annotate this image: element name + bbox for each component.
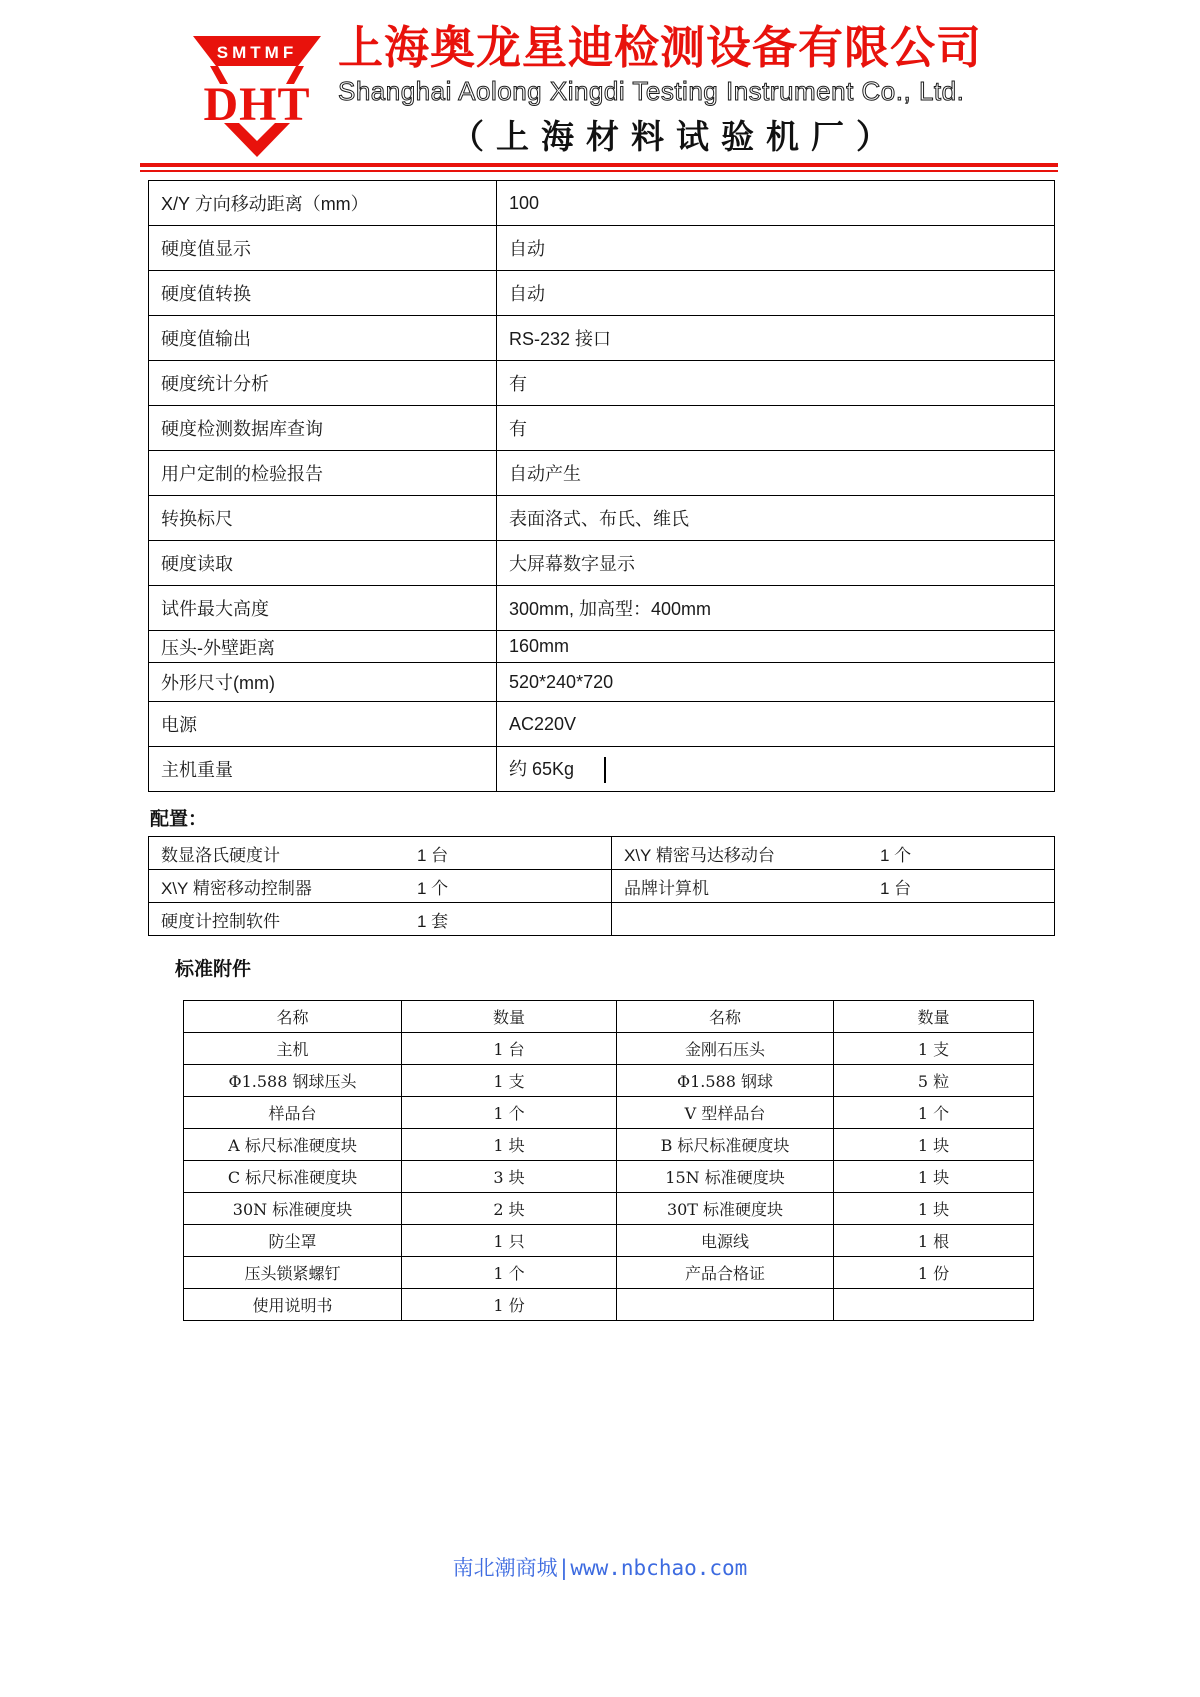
acc-name: 主机 (184, 1033, 402, 1065)
acc-qty: 1 个 (402, 1257, 617, 1289)
spec-label: 试件最大高度 (149, 586, 497, 631)
config-item-qty: 1 台 (880, 878, 912, 898)
config-cell (612, 870, 1055, 903)
spec-value: RS-232 接口 (497, 316, 1055, 361)
acc-name: 30N 标准硬度块 (184, 1193, 402, 1225)
acc-name: Φ1.588 钢球 (617, 1065, 834, 1097)
red-divider-rule (140, 163, 1058, 172)
config-item-name: X\Y 精密马达移动台 (624, 845, 775, 865)
spec-value: 自动 (497, 271, 1055, 316)
spec-value: 160mm (497, 631, 1055, 663)
spec-label: 硬度值显示 (149, 226, 497, 271)
table-row (149, 496, 1055, 541)
table-row (149, 226, 1055, 271)
table-row (184, 1065, 1034, 1097)
config-cell (149, 870, 612, 903)
spec-value: 100 (497, 181, 1055, 226)
spec-value: 表面洛式、布氏、维氏 (497, 496, 1055, 541)
acc-name: Φ1.588 钢球压头 (184, 1065, 402, 1097)
table-row (149, 747, 1055, 792)
acc-qty: 1 支 (402, 1065, 617, 1097)
table-row (149, 631, 1055, 663)
config-item-name: X\Y 精密移动控制器 (161, 878, 312, 898)
config-item-name: 品牌计算机 (624, 878, 709, 898)
acc-name: 电源线 (617, 1225, 834, 1257)
config-cell (612, 903, 1055, 936)
table-row (149, 586, 1055, 631)
factory-name-cn: （上海材料试验机厂） (451, 118, 901, 156)
table-row (184, 1289, 1034, 1321)
acc-name: 防尘罩 (184, 1225, 402, 1257)
acc-qty: 1 块 (834, 1161, 1034, 1193)
company-name-cn: 上海奥龙星迪检测设备有限公司 (338, 22, 983, 73)
spec-value (497, 747, 1055, 792)
spec-label: 硬度统计分析 (149, 361, 497, 406)
acc-qty: 1 份 (834, 1257, 1034, 1289)
accessories-section-title: 标准附件 (175, 959, 252, 980)
table-row (149, 316, 1055, 361)
company-logo (168, 22, 328, 158)
acc-qty: 5 粒 (834, 1065, 1034, 1097)
dht-logo-icon (168, 22, 328, 158)
acc-qty: 1 支 (834, 1033, 1034, 1065)
table-row (149, 541, 1055, 586)
acc-name: V 型样品台 (617, 1097, 834, 1129)
spec-value: 大屏幕数字显示 (497, 541, 1055, 586)
table-row (149, 663, 1055, 702)
config-item-qty: 1 套 (417, 911, 449, 931)
table-row (149, 837, 1055, 870)
acc-name: 15N 标准硬度块 (617, 1161, 834, 1193)
config-item-qty: 1 个 (417, 878, 449, 898)
spec-value: 自动 (497, 226, 1055, 271)
config-item-qty: 1 个 (880, 845, 912, 865)
table-row (184, 1225, 1034, 1257)
acc-qty: 3 块 (402, 1161, 617, 1193)
acc-name: B 标尺标准硬度块 (617, 1129, 834, 1161)
acc-name (617, 1289, 834, 1321)
acc-qty: 1 块 (402, 1129, 617, 1161)
spec-value: AC220V (497, 702, 1055, 747)
company-name-en: Shanghai Aolong Xingdi Testing Instrument Co., Ltd. (338, 76, 965, 107)
spec-table (148, 180, 1055, 792)
spec-value: 300mm, 加高型：400mm (497, 586, 1055, 631)
table-row (184, 1161, 1034, 1193)
config-item-name: 数显洛氏硬度计 (161, 845, 280, 865)
table-row (184, 1193, 1034, 1225)
spec-label: 用户定制的检验报告 (149, 451, 497, 496)
spec-label: 硬度读取 (149, 541, 497, 586)
column-header: 名称 (617, 1001, 834, 1033)
table-row (149, 406, 1055, 451)
acc-name: 样品台 (184, 1097, 402, 1129)
spec-label: 电源 (149, 702, 497, 747)
table-row (149, 870, 1055, 903)
column-header: 数量 (834, 1001, 1034, 1033)
spec-label: 转换标尺 (149, 496, 497, 541)
acc-qty: 2 块 (402, 1193, 617, 1225)
table-header-row (184, 1001, 1034, 1033)
table-row (149, 361, 1055, 406)
column-header: 数量 (402, 1001, 617, 1033)
table-row (149, 181, 1055, 226)
spec-value: 有 (497, 406, 1055, 451)
acc-qty: 1 根 (834, 1225, 1034, 1257)
table-row (184, 1097, 1034, 1129)
spec-label: X/Y 方向移动距离（mm） (149, 181, 497, 226)
spec-label: 压头-外壁距离 (149, 631, 497, 663)
acc-name: 压头锁紧螺钉 (184, 1257, 402, 1289)
logo-dht-text: DHT (203, 78, 311, 131)
table-row (149, 903, 1055, 936)
text-cursor-artifact (604, 757, 606, 783)
table-row (149, 451, 1055, 496)
acc-name: 使用说明书 (184, 1289, 402, 1321)
acc-qty: 1 个 (402, 1097, 617, 1129)
spec-value: 有 (497, 361, 1055, 406)
acc-name: 30T 标准硬度块 (617, 1193, 834, 1225)
spec-label: 硬度值转换 (149, 271, 497, 316)
acc-qty: 1 只 (402, 1225, 617, 1257)
watermark-footer: 南北潮商城|www.nbchao.com (452, 1556, 748, 1580)
config-section-title: 配置： (150, 809, 208, 830)
spec-value-text: 约 65Kg (509, 758, 575, 779)
header-titles (338, 24, 1014, 158)
spec-label: 主机重量 (149, 747, 497, 792)
table-row (149, 702, 1055, 747)
acc-qty: 1 台 (402, 1033, 617, 1065)
config-table (148, 836, 1055, 936)
acc-qty (834, 1289, 1034, 1321)
acc-name: A 标尺标准硬度块 (184, 1129, 402, 1161)
acc-qty: 1 个 (834, 1097, 1034, 1129)
table-row (184, 1033, 1034, 1065)
table-row (184, 1129, 1034, 1161)
config-cell (149, 903, 612, 936)
acc-name: 金刚石压头 (617, 1033, 834, 1065)
acc-qty: 1 份 (402, 1289, 617, 1321)
spec-value: 自动产生 (497, 451, 1055, 496)
spec-label: 硬度检测数据库查询 (149, 406, 497, 451)
config-item-name: 硬度计控制软件 (161, 911, 280, 931)
accessories-table (183, 1000, 1034, 1321)
acc-qty: 1 块 (834, 1129, 1034, 1161)
table-row (184, 1257, 1034, 1289)
acc-name: 产品合格证 (617, 1257, 834, 1289)
column-header: 名称 (184, 1001, 402, 1033)
spec-label: 外形尺寸(mm) (149, 663, 497, 702)
config-cell (612, 837, 1055, 870)
spec-label: 硬度值输出 (149, 316, 497, 361)
logo-smtmf-text: SMTMF (216, 43, 298, 62)
config-item-qty: 1 台 (417, 845, 449, 865)
spec-value: 520*240*720 (497, 663, 1055, 702)
table-row (149, 271, 1055, 316)
config-cell (149, 837, 612, 870)
acc-name: C 标尺标准硬度块 (184, 1161, 402, 1193)
acc-qty: 1 块 (834, 1193, 1034, 1225)
